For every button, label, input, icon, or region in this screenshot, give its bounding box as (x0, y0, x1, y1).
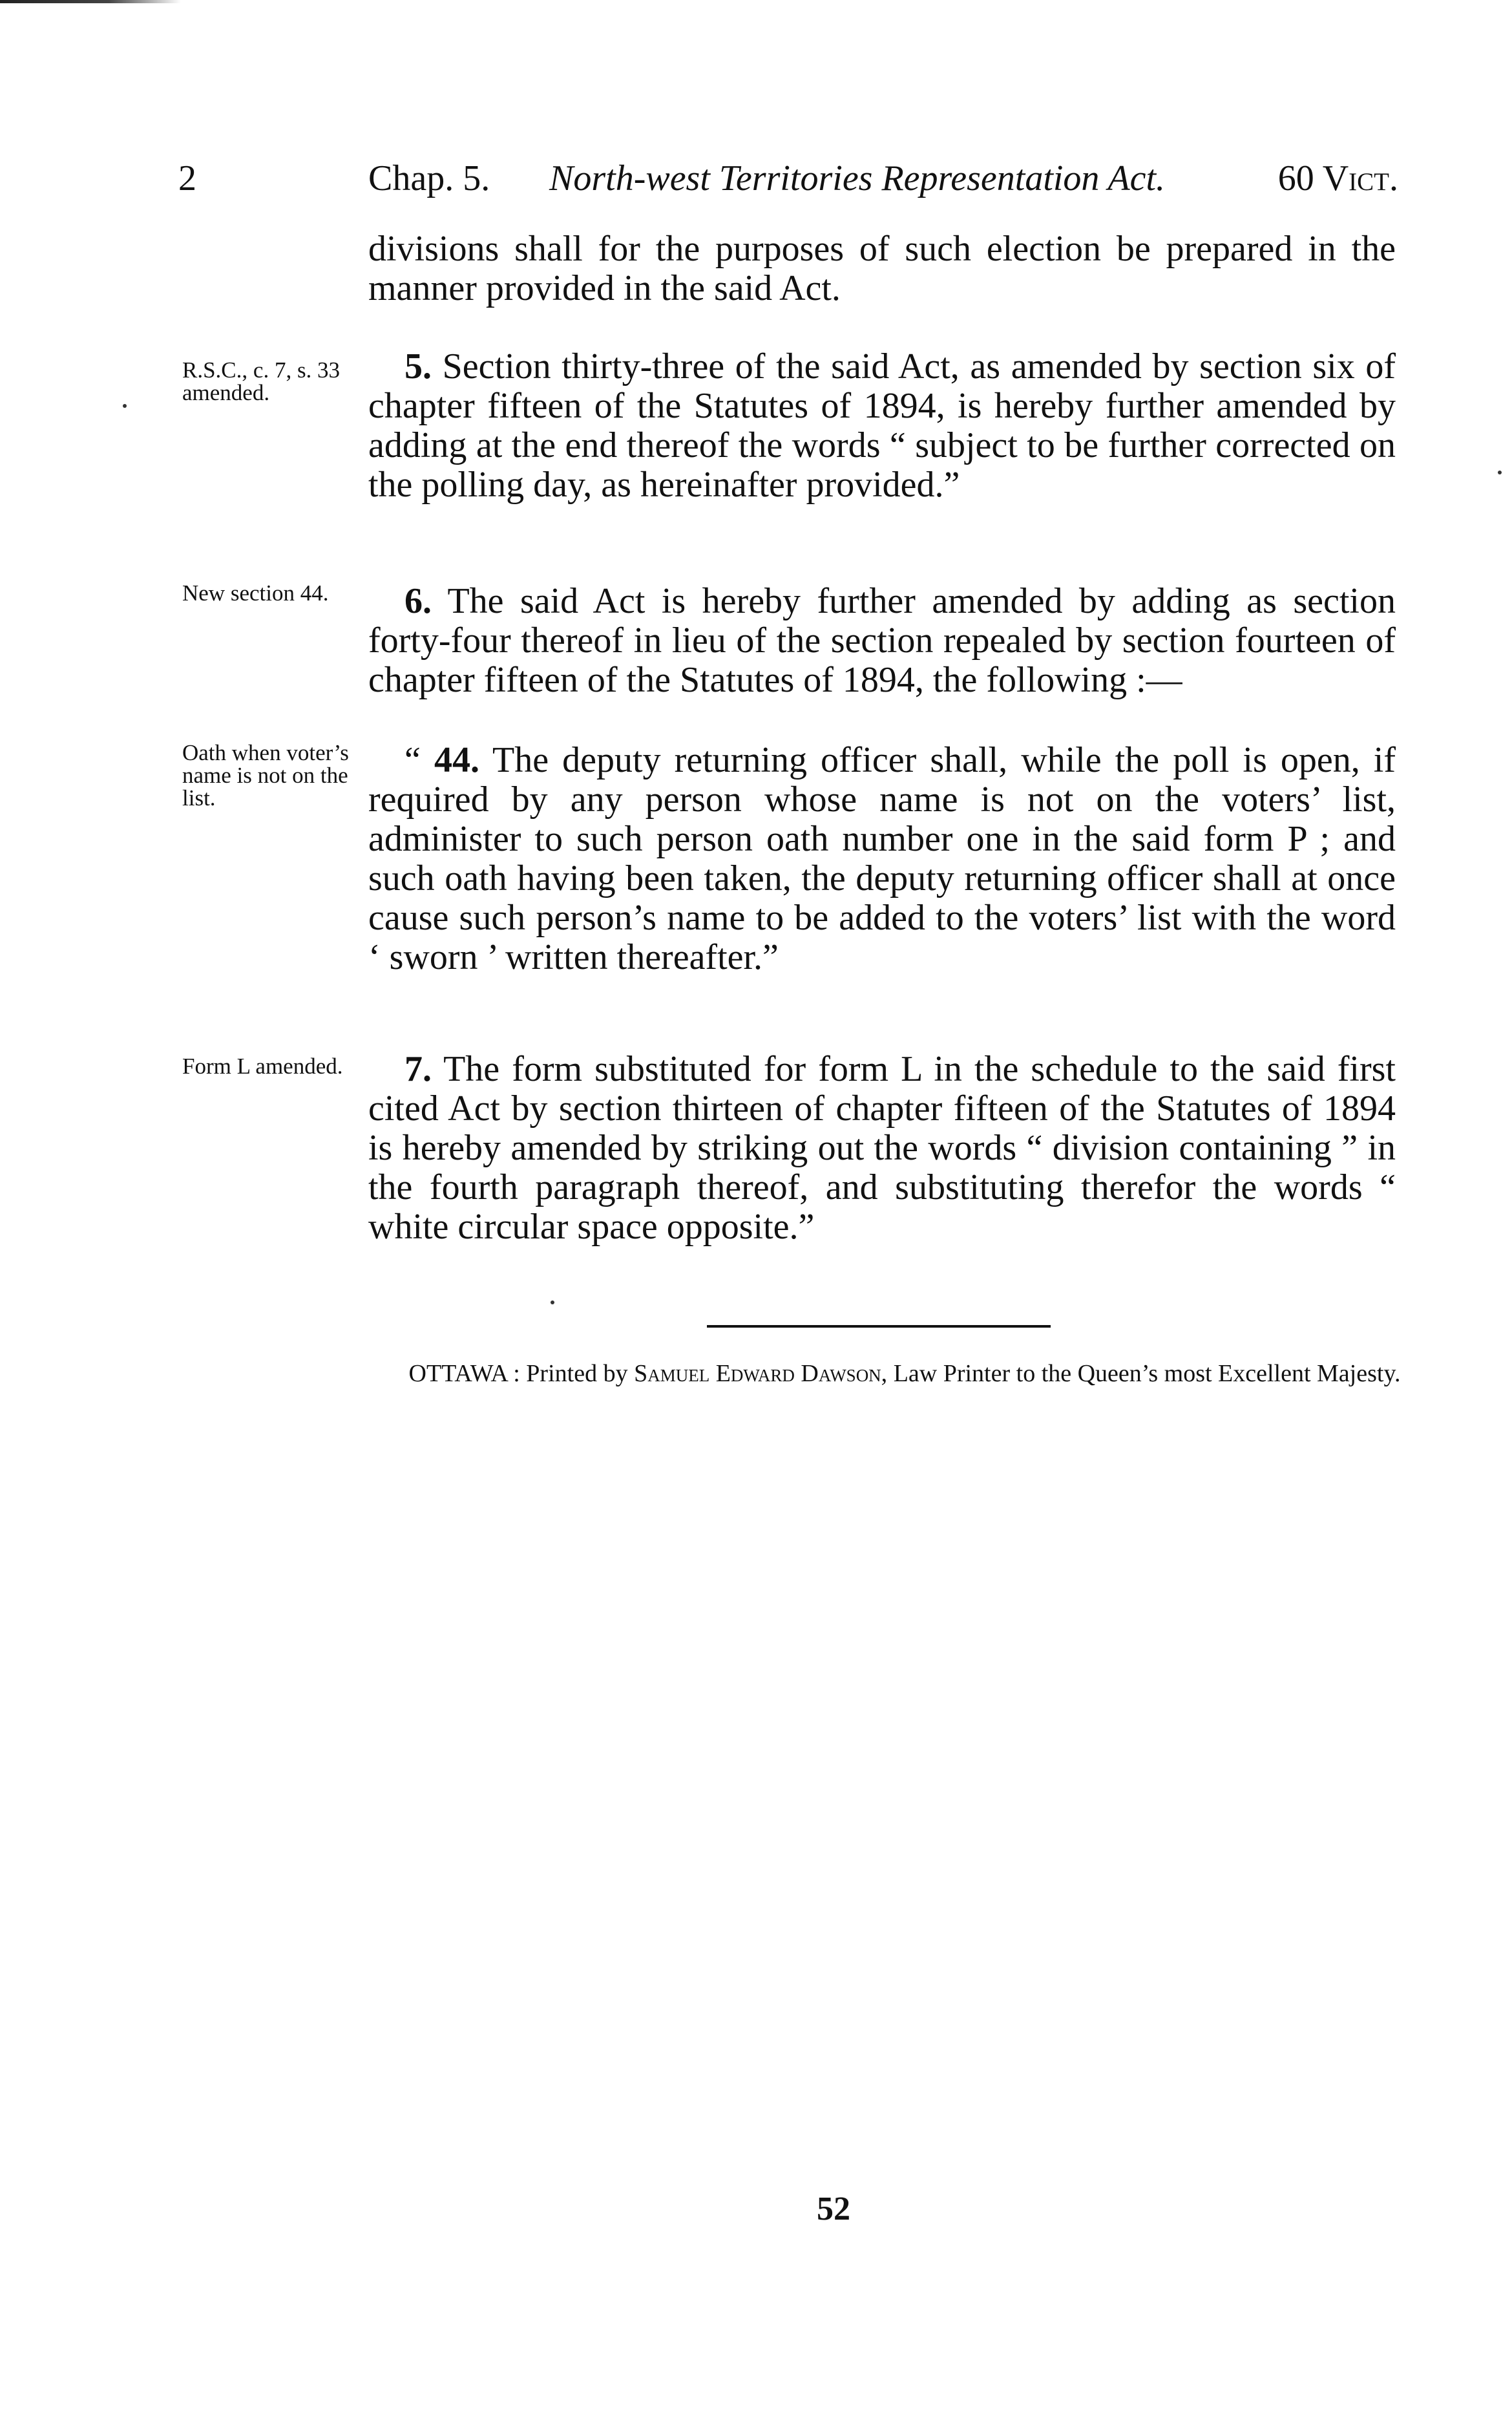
quoted-section-44 (368, 741, 1396, 977)
section-6 (368, 582, 1396, 700)
running-header (178, 153, 1398, 204)
paragraph-text: divisions shall for the purposes of such election be prepared in the manner provided in the said Act. (368, 229, 1396, 308)
act-title: North-west Territories Representation Act. (549, 158, 1166, 198)
chapter-label: Chap. 5. (368, 158, 490, 198)
imprint-place: OTTAWA : (408, 1360, 520, 1387)
section-text: The form substituted for form L in the schedule to the said first cited Act by section thirteen of chapter fifteen of the Statutes of 1894 is hereby amended by striking out the words “ division containing ” in the fourth paragraph thereof, and substituting therefor the words “ white circular space opposite.” (368, 1049, 1396, 1247)
section-number: 5. (404, 346, 432, 387)
section-text: The said Act is hereby further amended by adding as section forty-four thereof in lieu of the section repealed by section fourteen of chapter fifteen of the Statutes of 1894, the following :— (368, 581, 1396, 700)
scan-edge-mark (0, 0, 181, 3)
imprint-printer-title: Law Printer to the Queen’s most Excellent Majesty. (893, 1360, 1401, 1387)
section-text: The deputy returning officer shall, while the poll is open, if required by any person whose name is not on the voters’ list, administer to such person oath number one in the said form P ; and such oath having been taken, the deputy returning officer shall at once cause such person’s name to be added to the voters’ list with the word ‘ sworn ’ written thereafter.” (368, 740, 1396, 977)
margin-note-section-5: R.S.C., c. 7, s. 33 amended. (182, 357, 341, 405)
imprint-printed-by: Printed by (526, 1360, 628, 1387)
margin-note-section-44: Oath when voter’s name is not on the list. (182, 740, 349, 811)
scan-speck (123, 404, 127, 408)
scan-speck (1498, 471, 1502, 474)
margin-note-section-7: Form L amended. (182, 1054, 343, 1079)
scan-speck (551, 1300, 554, 1304)
horizontal-rule (707, 1325, 1051, 1328)
section-number: 6. (404, 581, 432, 621)
section-text: Section thirty-three of the said Act, as amended by section six of chapter fifteen of the Statutes of 1894, is hereby further amended by adding at the end thereof the words “ subject to be further corrected on the polling day, as hereinafter provided.” (368, 346, 1396, 505)
section-number: 7. (404, 1049, 432, 1089)
section-number: 44. (434, 740, 479, 780)
margin-note-section-6: New section 44. (182, 580, 329, 606)
section-5 (368, 347, 1396, 505)
folio-number: 52 (817, 2191, 850, 2227)
section-7 (368, 1050, 1396, 1247)
paragraph-continuation (368, 229, 1396, 308)
printer-imprint (388, 1360, 1422, 1388)
imprint-printer-name: Samuel Edward Dawson, (634, 1360, 888, 1387)
open-quote: “ (404, 740, 421, 780)
page-number: 2 (178, 158, 196, 198)
regnal-year: 60 Vict. (1277, 158, 1398, 198)
